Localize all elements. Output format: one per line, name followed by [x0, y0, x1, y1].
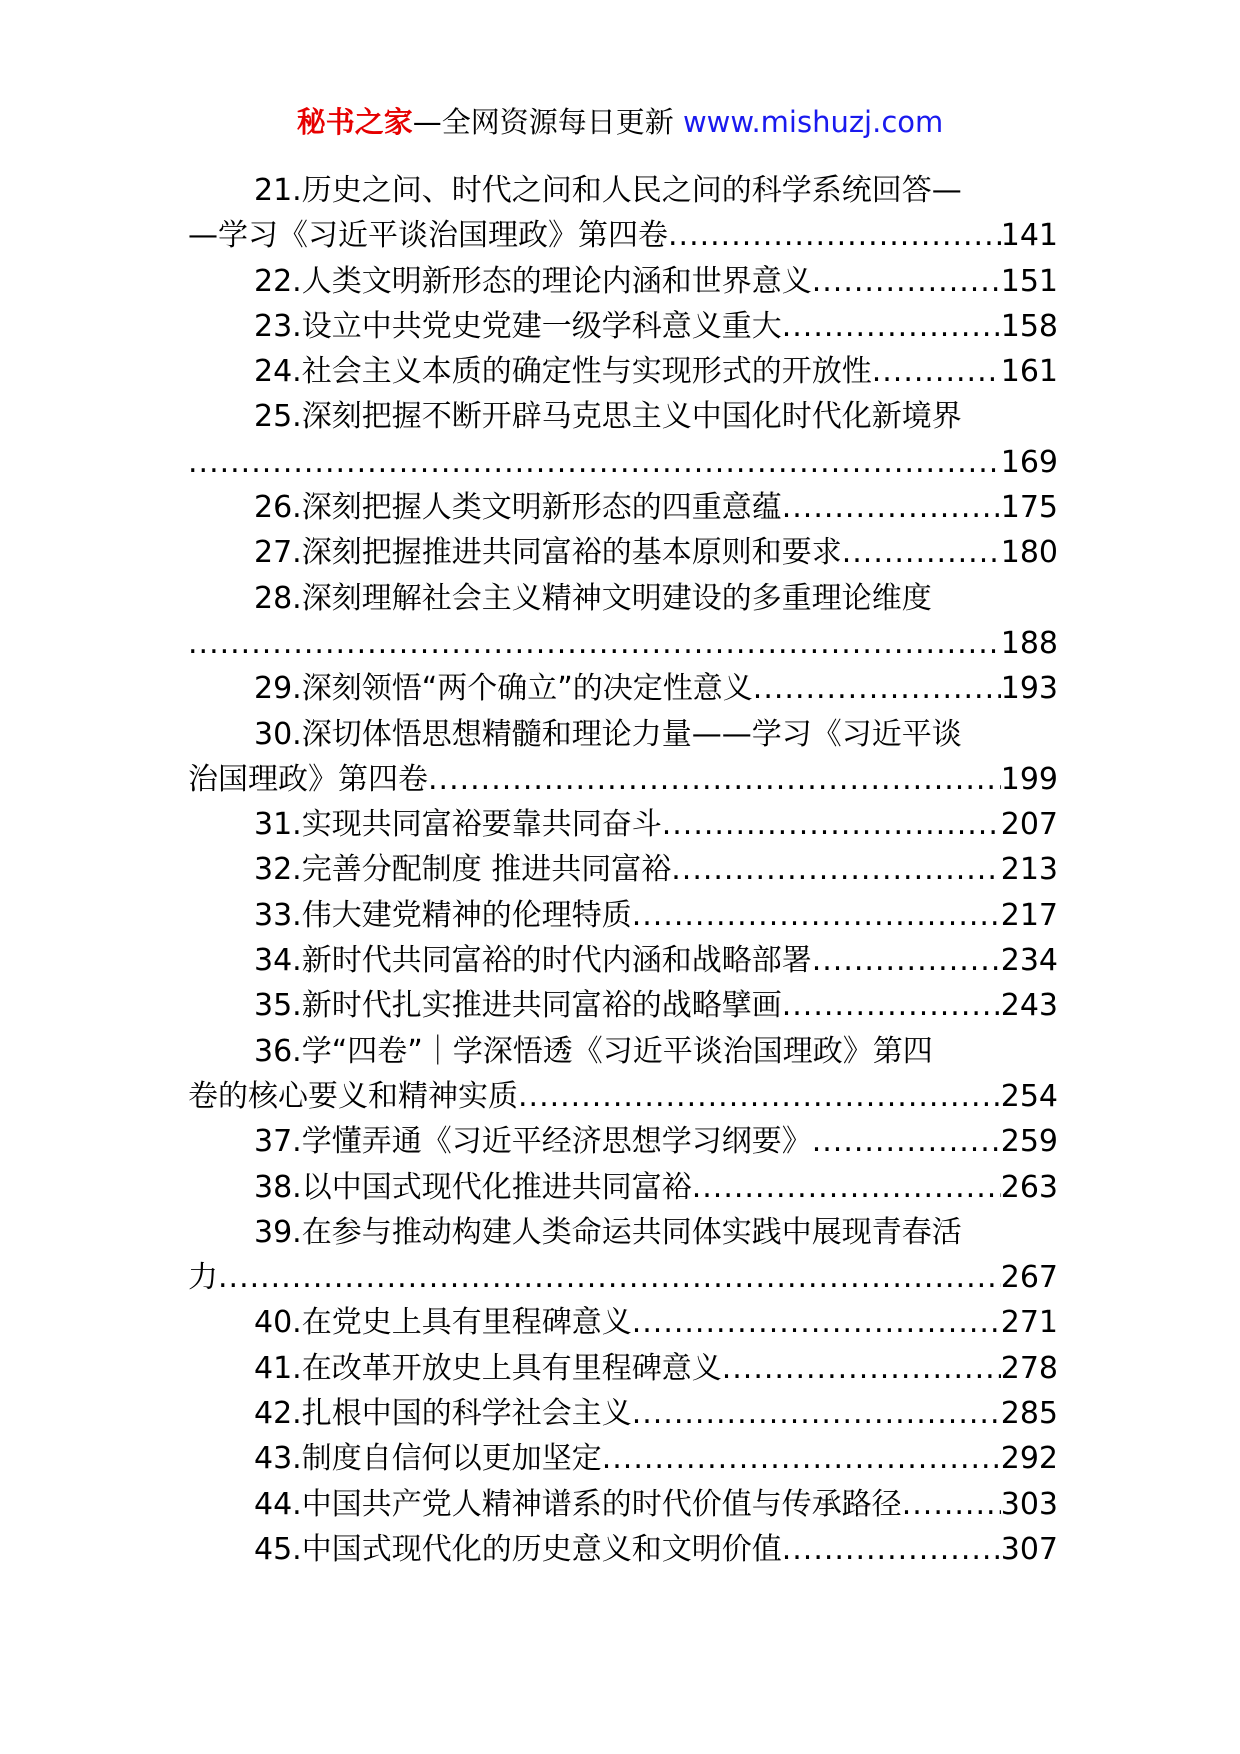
toc-page-number: 254: [1000, 1078, 1058, 1114]
toc-entry[interactable]: [188, 1346, 1058, 1391]
toc-entry[interactable]: [188, 1482, 1058, 1527]
dot-leader: [188, 440, 1001, 485]
toc-entry-title: 23.设立中共党史党建一级学科意义重大: [254, 308, 782, 344]
toc-entry-title: 28.深刻理解社会主义精神文明建设的多重理论维度: [254, 580, 932, 616]
website-link[interactable]: www.mishuzj.com: [682, 105, 944, 139]
toc-page-number: 207: [1000, 807, 1058, 843]
toc-entry-title: 34.新时代共同富裕的时代内涵和战略部署: [254, 943, 812, 979]
toc-entry-title: 29.深刻领悟“两个确立”的决定性意义: [254, 671, 753, 707]
toc-entry[interactable]: [188, 1210, 1058, 1301]
toc-entry-title-continued: 力: [188, 1260, 218, 1296]
dot-leader: [602, 1436, 1001, 1481]
dot-leader: [218, 1255, 1001, 1300]
toc-entry-title: 42.扎根中国的科学社会主义: [254, 1396, 632, 1432]
dot-leader: [722, 1346, 1001, 1391]
toc-entry-title: 21.历史之问、时代之问和人民之问的科学系统回答—: [254, 173, 962, 208]
toc-entry[interactable]: [188, 1436, 1058, 1481]
toc-entry-title-continued: 卷的核心要义和精神实质: [188, 1078, 518, 1114]
toc-entry-title: 22.人类文明新形态的理论内涵和世界意义: [254, 263, 812, 299]
dot-leader: [668, 213, 1001, 258]
dot-leader: [842, 530, 1001, 575]
toc-entry-title: 30.深切体悟思想精髓和理论力量——学习《习近平谈: [254, 716, 962, 752]
toc-page-number: 199: [1000, 761, 1058, 797]
toc-page-number: 303: [1000, 1486, 1058, 1522]
toc-page-number: 278: [1000, 1350, 1058, 1386]
toc-entry-title: 37.学懂弄通《习近平经济思想学习纲要》: [254, 1124, 812, 1160]
toc-page-number: 292: [1000, 1441, 1058, 1477]
toc-page-number: 141: [1000, 218, 1058, 254]
toc-entry[interactable]: [188, 1119, 1058, 1164]
toc-entry-title-continued: —学习《习近平谈治国理政》第四卷: [188, 218, 668, 254]
toc-entry[interactable]: [188, 712, 1058, 803]
toc-entry[interactable]: [188, 1391, 1058, 1436]
toc-entry[interactable]: [188, 938, 1058, 983]
toc-entry-title: 31.实现共同富裕要靠共同奋斗: [254, 807, 662, 843]
toc-entry-title: 40.在党史上具有里程碑意义: [254, 1305, 632, 1341]
toc-entry[interactable]: [188, 349, 1058, 394]
dot-leader: [812, 1119, 1001, 1164]
toc-entry-title: 38.以中国式现代化推进共同富裕: [254, 1169, 692, 1205]
toc-entry[interactable]: [188, 666, 1058, 711]
toc-page-number: 213: [1000, 852, 1058, 888]
dot-leader: [902, 1482, 1001, 1527]
toc-entry[interactable]: [188, 1527, 1058, 1572]
toc-entry-title: 33.伟大建党精神的伦理特质: [254, 897, 632, 933]
toc-page-number: 285: [1000, 1396, 1058, 1432]
toc-page-number: 151: [1000, 263, 1058, 299]
dot-leader: [812, 938, 1001, 983]
dot-leader: [662, 802, 1001, 847]
dot-leader: [632, 1391, 1001, 1436]
toc-entry-title: 44.中国共产党人精神谱系的时代价值与传承路径: [254, 1486, 902, 1522]
dot-leader: [518, 1074, 1001, 1119]
toc-entry[interactable]: [188, 394, 1058, 485]
dot-leader: [782, 1527, 1001, 1572]
toc-entry-title: 36.学“四卷”｜学深悟透《习近平谈治国理政》第四: [254, 1033, 933, 1069]
toc-entry[interactable]: [188, 802, 1058, 847]
toc-entry[interactable]: [188, 893, 1058, 938]
header-tagline: —全网资源每日更新: [412, 105, 683, 139]
toc-page-number: 175: [1000, 490, 1058, 526]
dot-leader: [782, 983, 1001, 1028]
toc-entry[interactable]: [188, 847, 1058, 892]
dot-leader: [428, 757, 1001, 802]
toc-entry[interactable]: [188, 168, 1058, 259]
dot-leader: [632, 893, 1001, 938]
dot-leader: [692, 1165, 1001, 1210]
toc-entry-title: 43.制度自信何以更加坚定: [254, 1441, 602, 1477]
toc-entry-title: 27.深刻把握推进共同富裕的基本原则和要求: [254, 535, 842, 571]
toc-entry[interactable]: [188, 983, 1058, 1028]
toc-entry-title: 24.社会主义本质的确定性与实现形式的开放性: [254, 354, 872, 390]
toc-entry[interactable]: [188, 1165, 1058, 1210]
toc-entry-title: 25.深刻把握不断开辟马克思主义中国化时代化新境界: [254, 399, 962, 435]
brand-name: 秘书之家: [296, 105, 413, 139]
toc-entry-title: 35.新时代扎实推进共同富裕的战略擘画: [254, 988, 782, 1024]
toc-entry[interactable]: [188, 1029, 1058, 1120]
toc-entry-title: 41.在改革开放史上具有里程碑意义: [254, 1350, 722, 1386]
toc-entry[interactable]: [188, 530, 1058, 575]
toc-page-number: 217: [1000, 897, 1058, 933]
page-header: [0, 102, 1240, 142]
toc-entry[interactable]: [188, 485, 1058, 530]
toc-page-number: 271: [1000, 1305, 1058, 1341]
toc-page-number: 161: [1000, 354, 1058, 390]
toc-page-number: 158: [1000, 308, 1058, 344]
dot-leader: [812, 259, 1001, 304]
toc-entry-title: 39.在参与推动构建人类命运共同体实践中展现青春活: [254, 1214, 962, 1250]
toc-page-number: 243: [1000, 988, 1058, 1024]
toc-page-number: 193: [1000, 671, 1058, 707]
dot-leader: [872, 349, 1001, 394]
toc-page-number: 267: [1000, 1260, 1058, 1296]
toc-entry[interactable]: [188, 1300, 1058, 1345]
dot-leader: [753, 666, 1001, 711]
dot-leader: [632, 1300, 1001, 1345]
dot-leader: [671, 847, 1000, 892]
dot-leader: [188, 621, 1001, 666]
toc-page-number: 259: [1000, 1124, 1058, 1160]
toc-entry-title: 45.中国式现代化的历史意义和文明价值: [254, 1531, 782, 1567]
toc-entry[interactable]: [188, 304, 1058, 349]
toc-page-number: 307: [1000, 1531, 1058, 1567]
toc-entry[interactable]: [188, 576, 1058, 667]
toc-page-number: 234: [1000, 943, 1058, 979]
toc-entry-title: 26.深刻把握人类文明新形态的四重意蕴: [254, 490, 782, 526]
toc-page-number: 263: [1000, 1169, 1058, 1205]
toc-page-number: 169: [1000, 444, 1058, 480]
toc-page-number: 180: [1000, 535, 1058, 571]
dot-leader: [782, 304, 1001, 349]
table-of-contents: [188, 168, 1058, 1572]
dot-leader: [782, 485, 1001, 530]
toc-entry-title-continued: 治国理政》第四卷: [188, 761, 428, 797]
toc-page-number: 188: [1000, 625, 1058, 661]
toc-entry[interactable]: [188, 259, 1058, 304]
toc-entry-title: 32.完善分配制度 推进共同富裕: [254, 852, 672, 888]
